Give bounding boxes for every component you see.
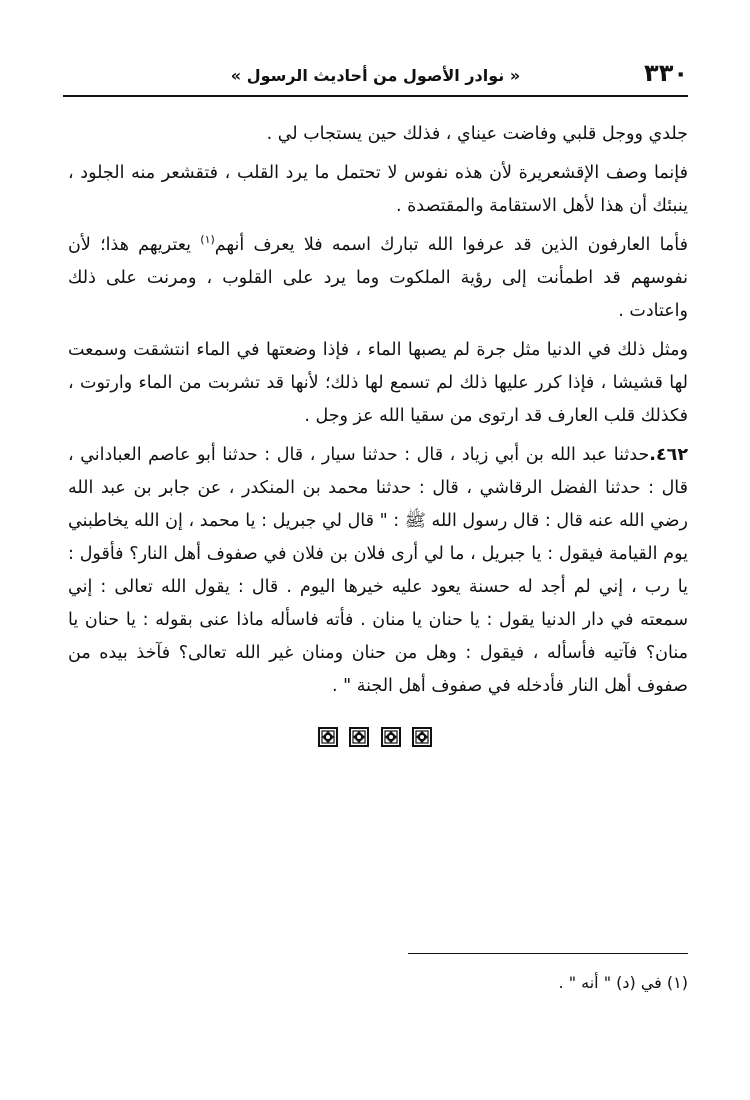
paragraph-1: جلدي ووجل قلبي وفاضت عيناي ، فذلك حين يستجاب لي . [266, 124, 688, 144]
page-header [63, 58, 688, 94]
footnote-marker: (١) [200, 233, 215, 247]
ornament-icon [318, 727, 338, 747]
header-rule [63, 95, 688, 97]
paragraph-3-end: يعتريهم هذا؛ لأن نفوسهم قد اطمأنت إلى رؤية الملكوت وما يرد على القلوب ، ومرنت على ذلك واعتادت . [68, 235, 688, 321]
running-title: « نوادر الأصول من أحاديث الرسول » [230, 66, 521, 85]
hadith-text: حدثنا عبد الله بن أبي زياد ، قال : حدثنا سيار ، قال : حدثنا أبو عاصم العباداني ، قال : حدثنا الفضل الرقاشي ، قال : حدثنا محمد بن المنكدر ، عن جابر بن عبد الله رضي الله عنه قال : قال رسول الله ﷺ : " قال لي جبريل : يا محمد ، إن الله يخاطبني يوم القيامة فيقول : يا جبريل ، ما لي أرى فلان بن فلان في صفوف أهل النار؟ فأقول : يا رب ، إني لم أجد له حسنة يعود عليه خيرها اليوم . قال : يقول الله تعالى : إني سمعته في دار الدنيا يقول : يا حنان يا منان . فأته فاسأله ماذا عنى بقوله : يا حنان يا منان؟ فآتيه فأسأله ، فيقول : وهل من حنان ومنان غير الله تعالى؟ فآخذ بيده من صفوف أهل النار فأدخله في صفوف أهل الجنة " . [68, 445, 688, 696]
paragraph-3-start: فأما العارفون الذين قد عرفوا الله تبارك اسمه فلا يعرف أنهم [214, 235, 688, 255]
footnote-rule [408, 953, 688, 954]
hadith-number: ٤٦٢. [649, 445, 688, 465]
paragraph-3 [68, 229, 688, 328]
paragraph-2: فإنما وصف الإقشعريرة لأن هذه نفوس لا تحتمل ما يرد القلب ، فتقشعر منه الجلود ، ينبئك أن هذا لأهل الاستقامة والمقتصدة . [68, 163, 688, 216]
main-text [68, 118, 688, 703]
page-number: ٣٣٠ [644, 59, 688, 87]
section-ornaments [0, 726, 750, 747]
ornament-icon [349, 727, 369, 747]
ornament-icon [381, 727, 401, 747]
hadith-paragraph [68, 439, 688, 703]
ornament-icon [412, 727, 432, 747]
footnote: (١) في (د) " أنه " . [558, 973, 688, 992]
paragraph-4: ومثل ذلك في الدنيا مثل جرة لم يصبها الماء ، فإذا وضعتها في الماء انتشقت وسمعت لها قشيشا ، فإذا كرر عليها ذلك لم تسمع لها ذلك؛ لأنها قد تشربت من الماء وارتوت ، فكذلك قلب العارف قد ارتوى من سقيا الله عز وجل . [68, 340, 688, 426]
